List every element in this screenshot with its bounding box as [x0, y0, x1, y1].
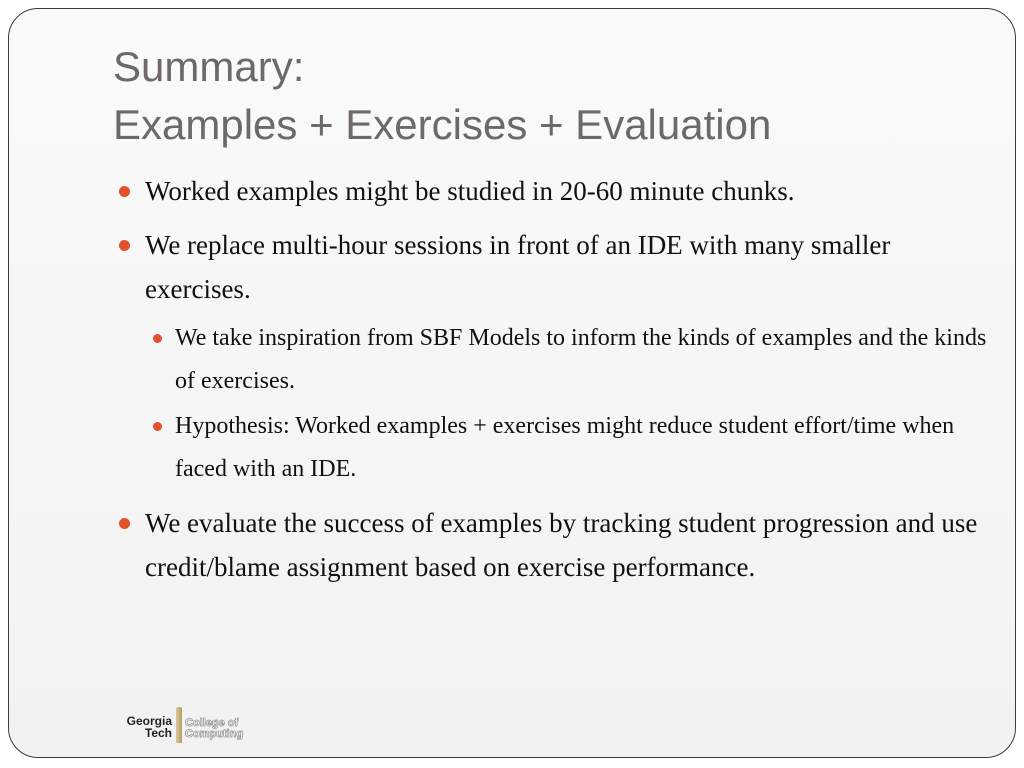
bullet-dot-icon: [119, 518, 130, 529]
slide: [8, 8, 1016, 758]
logo-secondary-line: College of: [185, 717, 239, 729]
logo-secondary-text: [185, 718, 243, 740]
sub-bullet-item: [144, 317, 993, 403]
sub-bullet-list: [145, 317, 993, 491]
bullet-text: We evaluate the success of examples by tracking student progression and use credit/blame assignment based on exercise performance.: [145, 508, 978, 582]
sub-bullet-dot-icon: [153, 334, 162, 343]
bullet-item: [113, 223, 993, 491]
bullet-text: Worked examples might be studied in 20-60 minute chunks.: [145, 176, 795, 206]
logo-primary-line: Tech: [144, 726, 172, 740]
sub-bullet-dot-icon: [153, 422, 162, 431]
logo-secondary-line: Computing: [185, 728, 244, 740]
bullet-dot-icon: [119, 240, 130, 251]
logo-primary-text: [114, 715, 172, 739]
slide-body: [113, 169, 993, 599]
georgia-tech-logo: [110, 703, 270, 749]
logo-primary-line: Georgia: [126, 714, 172, 728]
sub-bullet-text: We take inspiration from SBF Models to inform the kinds of examples and the kinds of exercises.: [175, 325, 987, 394]
slide-title-line-2: Examples + Exercises + Evaluation: [113, 101, 772, 148]
bullet-list: [113, 169, 993, 589]
tech-tower-icon: [176, 707, 182, 743]
slide-title-line-1: Summary:: [113, 43, 305, 90]
bullet-item: [113, 169, 993, 213]
sub-bullet-text: Hypothesis: Worked examples + exercises might reduce student effort/time when faced with an IDE.: [175, 413, 955, 482]
bullet-text: We replace multi-hour sessions in front of an IDE with many smaller exercises.: [145, 230, 891, 304]
sub-bullet-item: [144, 405, 993, 491]
bullet-item: [113, 501, 993, 589]
bullet-dot-icon: [119, 186, 130, 197]
slide-title: [113, 38, 973, 154]
